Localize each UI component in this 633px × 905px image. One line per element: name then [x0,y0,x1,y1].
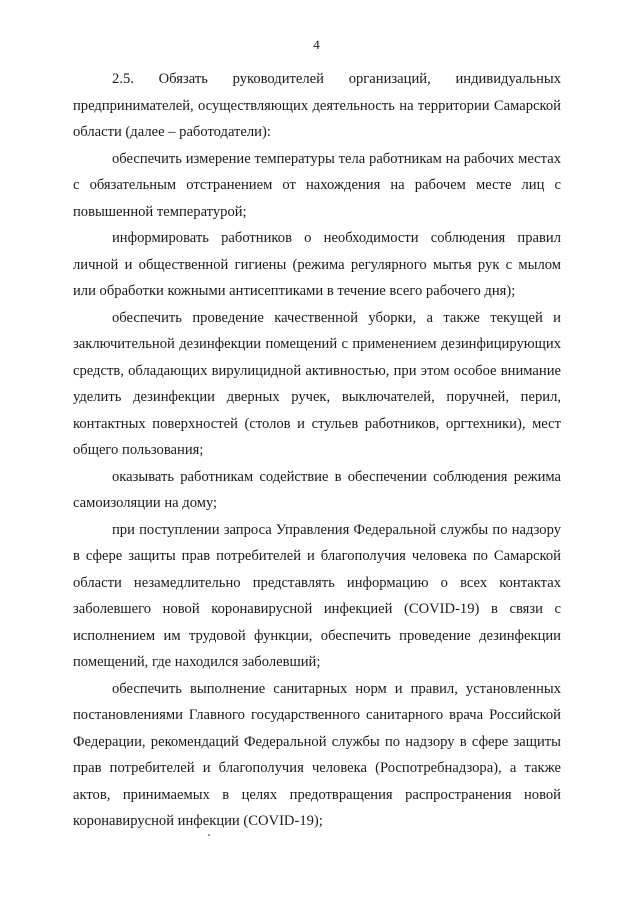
paragraph-temperature: обеспечить измерение температуры тела работникам на рабочих местах с обязательным отстранением от нахождения на рабочем месте лиц с повышенной температурой; [73,150,561,220]
paragraph-2-5: 2.5. Обязать руководителей организаций, индивидуальных предпринимателей, осуществляющих деятельность на территории Самарской области (далее – работодатели): [73,71,561,140]
document-body [73,66,561,835]
scan-speck [208,834,210,836]
paragraph-sanitary-norms: обеспечить выполнение санитарных норм и правил, установленных постановлениями Главного государственного санитарного врача Российской Федерации, рекомендаций Федеральной службы по надзору в сфере защиты прав потребителей и благополучия человека (Роспотребнадзора), а также актов, принимаемых в целях предотвращения распространения новой коронавирусной инфекции (COVID-19); [73,680,561,829]
page-number: 4 [313,37,320,52]
paragraph-self-isolation: оказывать работникам содействие в обеспечении соблюдения режима самоизоляции на дому; [73,468,561,511]
paragraph-disinfection: обеспечить проведение качественной уборки, а также текущей и заключительной дезинфекции помещений с применением дезинфицирующих средств, обладающих вирулицидной активностью, при этом особое внимание уделить дезинфекции дверных ручек, выключателей, поручней, перил, контактных поверхностей (столов и стульев работников, оргтехники), мест общего пользования; [73,309,561,458]
paragraph-hygiene: информировать работников о необходимости соблюдения правил личной и общественной гигиены (режима регулярного мытья рук с мылом или обработки кожными антисептиками в течение всего рабочего дня); [73,230,561,299]
paragraph-contact-info: при поступлении запроса Управления Федеральной службы по надзору в сфере защиты прав потребителей и благополучия человека по Самарской области незамедлительно представлять информацию о всех контактах заболевшего новой коронавирусной инфекцией (COVID-19) в связи с исполнением им трудовой функции, обеспечить проведение дезинфекции помещений, где находился заболевший; [73,521,561,670]
